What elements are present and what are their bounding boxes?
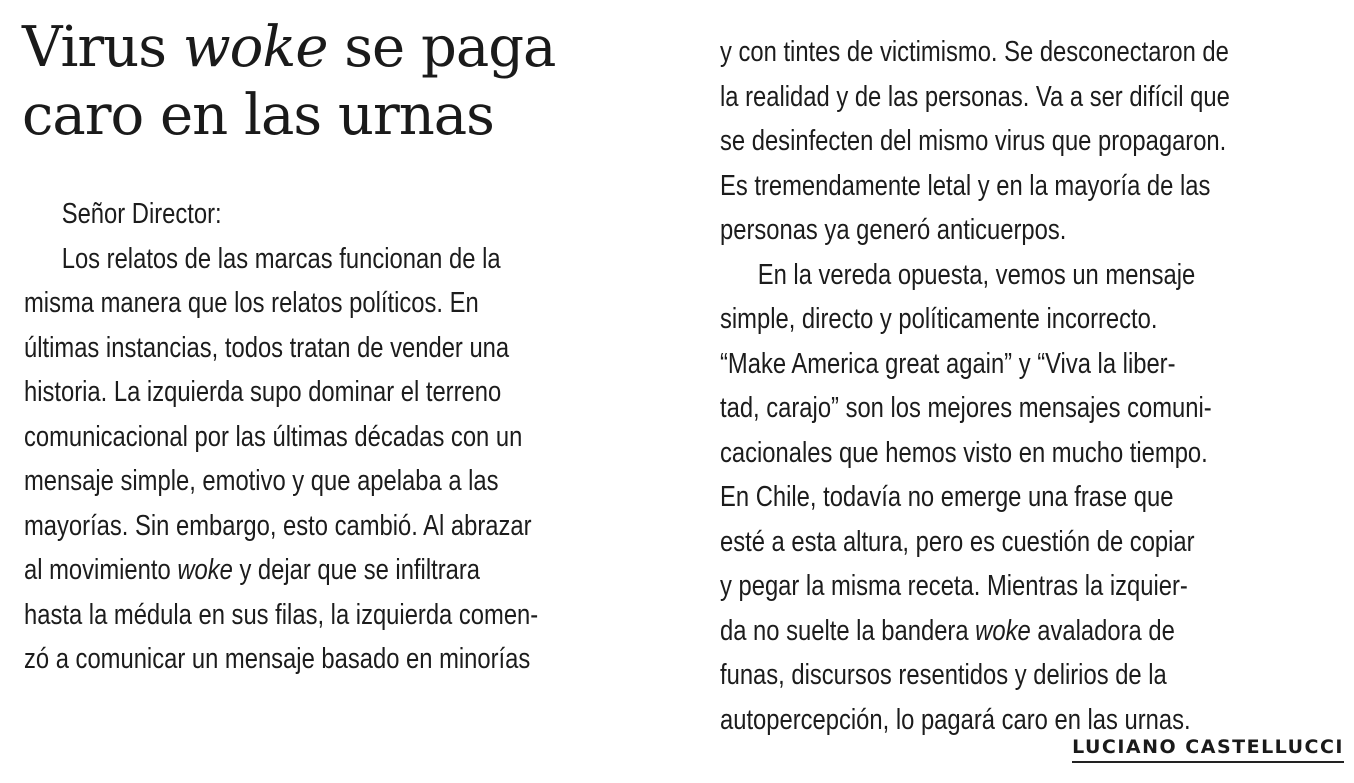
headline	[22, 14, 702, 150]
body-line: hasta la médula en sus filas, la izquierda comen-	[24, 598, 539, 631]
headline-text: Virus	[22, 15, 183, 80]
body-line: esté a esta altura, pero es cuestión de copiar	[720, 525, 1195, 558]
body-line: zó a comunicar un mensaje basado en minorías	[24, 643, 531, 675]
body-line: mayorías. Sin embargo, esto cambió. Al abrazar	[24, 509, 532, 542]
body-line: comunicacional por las últimas décadas con un	[24, 420, 523, 453]
body-text: da no suelte la bandera	[720, 614, 976, 647]
headline-emphasis: woke	[182, 15, 328, 80]
body-line: y pegar la misma receta. Mientras la izquier-	[720, 570, 1188, 602]
body-line-woke	[24, 548, 664, 593]
body-line: la realidad y de las personas. Va a ser difícil que	[720, 80, 1230, 113]
author-signature: LUCIANO CASTELLUCCI	[1072, 736, 1344, 763]
body-line: misma manera que los relatos políticos. En	[24, 287, 479, 319]
body-line: En Chile, todavía no emerge una frase que	[720, 481, 1174, 513]
salutation: Señor Director:	[61, 198, 222, 230]
body-line: Los relatos de las marcas funcionan de la	[61, 242, 501, 275]
body-line: últimas instancias, todos tratan de vender una	[24, 331, 510, 364]
woke-emphasis: woke	[975, 614, 1031, 647]
body-line: “Make America great again” y “Viva la liber-	[720, 347, 1176, 380]
body-line: personas ya generó anticuerpos.	[720, 214, 1067, 246]
body-text: al movimiento	[24, 554, 178, 586]
body-line: mensaje simple, emotivo y que apelaba a las	[24, 465, 499, 497]
headline-line-1	[22, 14, 702, 82]
body-line: cacionales que hemos visto en mucho tiempo.	[720, 436, 1208, 469]
body-line: En la vereda opuesta, vemos un mensaje	[757, 258, 1196, 291]
body-line-woke	[720, 609, 1343, 654]
left-column	[24, 192, 664, 682]
body-line: funas, discursos resentidos y delirios de la	[720, 659, 1167, 691]
woke-emphasis: woke	[177, 554, 233, 586]
headline-line-2: caro en las urnas	[22, 83, 494, 148]
body-text: avaladora de	[1030, 614, 1175, 647]
body-line: tad, carajo” son los mejores mensajes comuni-	[720, 392, 1212, 424]
body-line: se desinfecten del mismo virus que propagaron.	[720, 125, 1227, 157]
body-line: Es tremendamente letal y en la mayoría de las	[720, 169, 1211, 202]
headline-text: se paga	[327, 15, 556, 80]
body-text: y dejar que se infiltrara	[232, 554, 481, 586]
body-line: y con tintes de victimismo. Se desconectaron de	[720, 36, 1229, 68]
right-column	[720, 30, 1343, 742]
body-line: simple, directo y políticamente incorrecto.	[720, 303, 1158, 335]
body-line: autopercepción, lo pagará caro en las urnas.	[720, 703, 1191, 736]
body-line: historia. La izquierda supo dominar el terreno	[24, 376, 502, 408]
